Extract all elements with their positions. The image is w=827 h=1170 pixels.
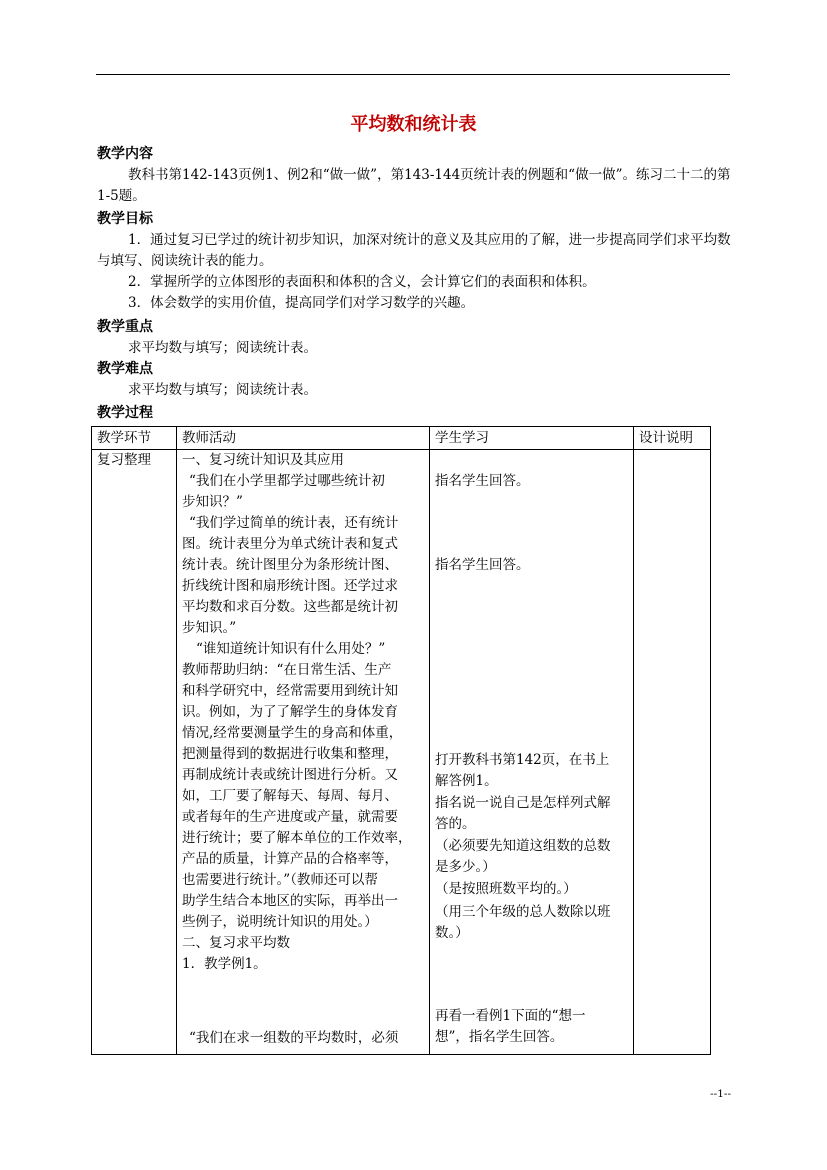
- column-header: 学生学习: [430, 427, 634, 450]
- teacher-line: 折线统计图和扇形统计图。还学过求: [182, 578, 398, 594]
- teacher-line: 产品的质量，计算产品的合格率等，: [182, 851, 398, 867]
- column-header: 教学环节: [92, 427, 177, 450]
- student-line: 答的。: [435, 816, 476, 832]
- teacher-line: 或者每年的生产进度或产量，就需要: [182, 809, 398, 825]
- teacher-line: 步知识。”: [182, 620, 237, 636]
- teacher-line: 再制成统计表或统计图进行分析。又: [182, 767, 398, 783]
- teacher-line: 步知识？”: [182, 494, 243, 510]
- student-line: 打开教科书第142页，在书上: [435, 752, 610, 768]
- teacher-line: 也需要进行统计。”（教师还可以帮: [182, 872, 378, 888]
- student-line: 再看一看例1下面的“想一: [435, 1008, 586, 1024]
- header-rule: [96, 74, 730, 75]
- column-header: 教师活动: [177, 427, 430, 450]
- student-line: （是按照班数平均的。）: [435, 881, 577, 897]
- section-process: [97, 403, 731, 424]
- teacher-line: 情况,经常要测量学生的身高和体重，: [182, 725, 403, 741]
- teacher-line: 教师帮助归纳：“在日常生活、生产: [182, 662, 392, 678]
- section-goals: [97, 209, 731, 314]
- section-difficulties: [97, 359, 731, 401]
- student-learning-cell: [430, 450, 634, 1055]
- teacher-line: “谁知道统计知识有什么用处？”: [196, 641, 386, 657]
- section-heading: 教学难点: [97, 361, 153, 377]
- teacher-line: 助学生结合本地区的实际，再举出一: [182, 893, 398, 909]
- teacher-line: 识。例如，为了了解学生的身体发育: [182, 704, 398, 720]
- teacher-line: 如，工厂要了解每天、每周、每月、: [182, 788, 398, 804]
- teacher-line: “我们在求一组数的平均数时，必须: [189, 1030, 399, 1046]
- page-number: --1--: [710, 1088, 731, 1100]
- goal-item: 2．掌握所学的立体图形的表面积和体积的含义，会计算它们的表面积和体积。: [128, 274, 596, 290]
- teacher-line: “我们学过简单的统计表，还有统计: [189, 515, 399, 531]
- paragraph: 教科书第142-143页例1、例2和“做一做”，第143-144页统计表的例题和“做一做”。练习二十二的第1-5题。: [97, 167, 731, 204]
- design-notes-cell: [634, 450, 711, 1055]
- student-line: （必须要先知道这组数的总数: [435, 838, 611, 854]
- table-header-row: [92, 427, 711, 450]
- student-line: 是多少。）: [435, 859, 496, 875]
- table-row: [92, 450, 711, 1055]
- section-heading: 教学过程: [97, 405, 153, 421]
- teacher-line: 把测量得到的数据进行收集和整理，: [182, 746, 398, 762]
- section-heading: 教学内容: [97, 146, 153, 162]
- paragraph: 求平均数与填写；阅读统计表。: [128, 382, 317, 398]
- teacher-line: “我们在小学里都学过哪些统计初: [189, 473, 385, 489]
- teacher-line: 一、复习统计知识及其应用: [182, 452, 344, 468]
- goal-item: 1．通过复习已学过的统计初步知识，加深对统计的意义及其应用的了解，进一步提高同学们求平均数与填写、阅读统计表的能力。: [97, 232, 731, 269]
- stage-cell: [92, 450, 177, 1055]
- teacher-activity-cell: [177, 450, 430, 1055]
- section-key-points: [97, 317, 731, 359]
- teacher-line: 1．教学例1。: [182, 956, 267, 972]
- teacher-line: 进行统计；要了解本单位的工作效率，: [182, 830, 412, 846]
- student-line: 想”，指名学生回答。: [435, 1029, 564, 1045]
- teacher-line: 些例子，说明统计知识的用处。）: [182, 914, 378, 930]
- process-table: [91, 426, 711, 1055]
- student-line: 解答例1。: [435, 773, 498, 789]
- paragraph: 求平均数与填写；阅读统计表。: [128, 340, 317, 356]
- teacher-line: 平均数和求百分数。这些都是统计初: [182, 599, 398, 615]
- student-line: 数。）: [435, 925, 469, 941]
- teacher-line: 统计表。统计图里分为条形统计图、: [182, 557, 398, 573]
- teacher-line: 和科学研究中，经常需要用到统计知: [182, 683, 398, 699]
- student-line: 指名学生回答。: [435, 557, 530, 573]
- student-line: （用三个年级的总人数除以班: [435, 904, 611, 920]
- stage-label: 复习整理: [97, 452, 151, 468]
- section-heading: 教学目标: [97, 211, 153, 227]
- goal-item: 3．体会数学的实用价值，提高同学们对学习数学的兴趣。: [128, 295, 475, 311]
- student-line: 指名说一说自己是怎样列式解: [435, 795, 611, 811]
- column-header: 设计说明: [634, 427, 711, 450]
- student-line: 指名学生回答。: [435, 473, 530, 489]
- teacher-line: 图。统计表里分为单式统计表和复式: [182, 536, 398, 552]
- page-title: 平均数和统计表: [350, 114, 477, 135]
- section-heading: 教学重点: [97, 319, 153, 335]
- section-content: [97, 144, 731, 207]
- teacher-line: 二、复习求平均数: [182, 935, 290, 951]
